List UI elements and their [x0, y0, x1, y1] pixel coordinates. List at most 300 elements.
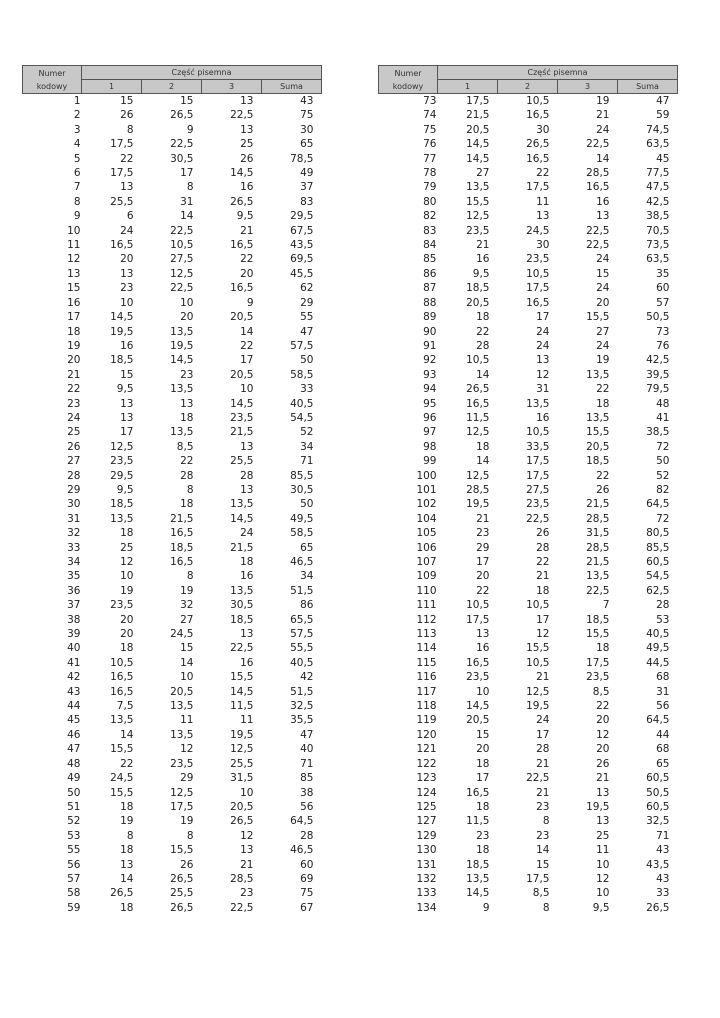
numer-kodowy-cell: 112	[416, 613, 437, 626]
col-1-cell: 13,5	[466, 872, 490, 885]
table-row	[23, 656, 322, 670]
numer-kodowy-cell: 94	[423, 383, 437, 396]
numer-kodowy-cell: 27	[67, 455, 81, 468]
col-2-cell: 19	[180, 584, 194, 597]
numer-kodowy-cell: 79	[423, 181, 437, 194]
suma-cell: 28	[300, 829, 314, 842]
col-1-cell: 17,5	[110, 138, 134, 151]
col-3-cell: 21,5	[586, 556, 610, 568]
table-row	[379, 699, 678, 713]
col-3-cell: 12	[596, 872, 610, 885]
col-2-cell: 12,5	[526, 685, 550, 698]
col-1-cell: 20,5	[466, 714, 490, 727]
table-row	[379, 137, 678, 151]
col-3-cell: 18	[240, 556, 254, 568]
table-row	[379, 497, 678, 511]
col-1-cell: 13	[120, 397, 134, 410]
col-1-cell: 23,5	[466, 224, 490, 237]
col-1-cell: 21	[476, 512, 490, 525]
numer-kodowy-cell: 104	[416, 512, 437, 525]
table-row	[23, 786, 322, 800]
col-3-cell: 21	[240, 858, 254, 871]
col-1-cell: 15	[120, 368, 134, 381]
col-3-cell: 21,5	[586, 498, 610, 511]
numer-kodowy-cell: 124	[416, 786, 437, 799]
col-2-cell: 24	[536, 339, 550, 352]
col-1-cell: 18	[120, 642, 134, 655]
numer-kodowy-cell: 113	[416, 628, 437, 641]
col-1-cell: 17	[476, 772, 490, 785]
table-row	[23, 843, 322, 857]
col-1-cell: 10,5	[110, 656, 134, 669]
col-2-cell: 17,5	[526, 455, 550, 468]
suma-cell: 86	[300, 599, 314, 612]
table-row	[23, 425, 322, 439]
numer-kodowy-cell: 13	[67, 267, 81, 280]
col-2-cell: 14	[180, 210, 194, 223]
numer-kodowy-cell: 2	[73, 109, 81, 122]
col-1-cell: 10,5	[466, 599, 490, 612]
numer-kodowy-cell: 73	[423, 95, 437, 107]
suma-cell: 54,5	[290, 411, 314, 424]
col-1-cell: 11,5	[466, 411, 490, 424]
col-3-cell: 15,5	[586, 311, 610, 324]
col-3-cell: 21	[240, 224, 254, 237]
table-row	[379, 670, 678, 684]
col-2-cell: 8,5	[176, 440, 194, 453]
table-row	[379, 742, 678, 756]
col-3-cell: 30,5	[230, 599, 254, 612]
table-row	[379, 238, 678, 252]
col-3-cell: 13	[596, 210, 610, 223]
col-3-cell: 20	[596, 743, 610, 756]
suma-cell: 75	[300, 109, 314, 122]
col-2-cell: 22,5	[170, 224, 194, 237]
col-1-cell: 14,5	[110, 311, 134, 324]
numer-label: Numer	[38, 68, 66, 78]
col-3-cell: 27	[596, 325, 610, 338]
numer-kodowy-cell: 37	[67, 599, 81, 612]
suma-cell: 59	[656, 109, 670, 122]
table-row	[23, 180, 322, 194]
numer-kodowy-cell: 45	[67, 714, 81, 727]
col-2-cell: 19	[180, 815, 194, 828]
col-3-cell: 22,5	[586, 239, 610, 252]
suma-cell: 79,5	[646, 383, 670, 396]
col-2-cell: 17	[180, 167, 194, 180]
suma-cell: 72	[656, 512, 670, 525]
col-2-cell: 27	[180, 613, 194, 626]
col-3-cell: 7	[602, 599, 610, 612]
col-2-cell: 27,5	[526, 483, 550, 496]
col-1-cell: 13,5	[110, 512, 134, 525]
col-3-cell: 20	[596, 296, 610, 309]
col-1-cell: 9,5	[472, 267, 490, 280]
table-row	[379, 108, 678, 122]
table-row	[23, 252, 322, 266]
suma-cell: 64,5	[646, 714, 670, 727]
numer-kodowy-cell: 116	[416, 671, 437, 684]
col-1-cell: 14,5	[466, 138, 490, 151]
col-3-cell: 22,5	[586, 138, 610, 151]
col-3-cell: 21	[596, 109, 610, 122]
numer-kodowy-cell: 86	[423, 267, 437, 280]
col-3-cell: 24	[596, 282, 610, 295]
col-2-cell: 16	[536, 411, 550, 424]
col-2-cell: 12,5	[170, 786, 194, 799]
numer-kodowy-cell: 87	[423, 282, 437, 295]
suma-cell: 48	[656, 397, 670, 410]
col-3-header: 3	[558, 80, 618, 94]
suma-cell: 64,5	[290, 815, 314, 828]
col-1-cell: 14	[120, 728, 134, 741]
col-1-cell: 22	[120, 152, 134, 165]
suma-cell: 50	[656, 455, 670, 468]
numer-kodowy-cell: 90	[423, 325, 437, 338]
table-row	[23, 713, 322, 727]
suma-cell: 75	[300, 887, 314, 900]
col-2-cell: 13,5	[526, 397, 550, 410]
numer-kodowy-cell: 78	[423, 167, 437, 180]
numer-kodowy-cell: 55	[67, 844, 81, 857]
col-1-cell: 16,5	[466, 656, 490, 669]
table-row	[379, 627, 678, 641]
col-3-cell: 15	[596, 267, 610, 280]
col-1-cell: 13,5	[466, 181, 490, 194]
col-3-cell: 28	[240, 469, 254, 482]
table-row	[379, 843, 678, 857]
table-row	[23, 440, 322, 454]
col-3-cell: 10	[596, 887, 610, 900]
col-1-cell: 16	[120, 339, 134, 352]
suma-cell: 40,5	[646, 628, 670, 641]
table-row	[379, 901, 678, 915]
table-row	[23, 209, 322, 223]
numer-kodowy-cell: 22	[67, 383, 81, 396]
table-row	[23, 224, 322, 238]
col-2-cell: 30	[536, 239, 550, 252]
col-2-cell: 26,5	[170, 109, 194, 122]
numer-kodowy-cell: 18	[67, 325, 81, 338]
numer-kodowy-cell: 93	[423, 368, 437, 381]
col-3-cell: 22,5	[230, 901, 254, 914]
numer-kodowy-cell: 106	[416, 541, 437, 554]
col-2-cell: 21	[536, 570, 550, 583]
col-1-cell: 6	[126, 210, 134, 223]
kodowy-label: kodowy	[392, 81, 424, 91]
suma-cell: 68	[656, 743, 670, 756]
table-row	[379, 454, 678, 468]
col-1-cell: 26,5	[110, 887, 134, 900]
czesc-pisemna-header: Część pisemna	[438, 66, 678, 80]
col-1-cell: 10	[476, 685, 490, 698]
table-row	[23, 281, 322, 295]
suma-cell: 46,5	[290, 556, 314, 568]
table-row	[379, 858, 678, 872]
col-2-cell: 12,5	[170, 267, 194, 280]
col-3-cell: 18	[596, 397, 610, 410]
col-2-cell: 17	[536, 613, 550, 626]
table-row	[379, 555, 678, 569]
suma-cell: 47	[656, 95, 670, 107]
table-row	[23, 814, 322, 828]
col-1-cell: 13	[120, 858, 134, 871]
col-2-cell: 15	[180, 95, 194, 107]
col-2-cell: 14,5	[170, 354, 194, 367]
suma-cell: 85	[300, 772, 314, 785]
col-2-cell: 18	[180, 498, 194, 511]
col-1-cell: 18,5	[110, 354, 134, 367]
col-1-cell: 18	[476, 757, 490, 770]
suma-cell: 63,5	[646, 253, 670, 266]
col-2-cell: 22,5	[526, 512, 550, 525]
col-1-cell: 23	[476, 527, 490, 540]
col-3-cell: 13	[240, 483, 254, 496]
suma-cell: 85,5	[290, 469, 314, 482]
table-row	[23, 137, 322, 151]
col-3-cell: 20	[240, 267, 254, 280]
col-1-cell: 18	[120, 800, 134, 813]
table-row	[23, 757, 322, 771]
suma-cell: 67	[300, 901, 314, 914]
numer-kodowy-cell: 28	[67, 469, 81, 482]
suma-cell: 49,5	[646, 642, 670, 655]
numer-kodowy-cell: 56	[67, 858, 81, 871]
table-row	[379, 728, 678, 742]
numer-kodowy-cell: 96	[423, 411, 437, 424]
col-1-cell: 22	[476, 325, 490, 338]
table-row	[379, 512, 678, 526]
suma-cell: 82	[656, 483, 670, 496]
col-3-cell: 25,5	[230, 757, 254, 770]
numer-kodowy-cell: 20	[67, 354, 81, 367]
col-1-cell: 14,5	[466, 152, 490, 165]
numer-kodowy-cell: 57	[67, 872, 81, 885]
col-1-cell: 14,5	[466, 887, 490, 900]
table-row	[23, 800, 322, 814]
col-3-cell: 16	[240, 656, 254, 669]
col-3-cell: 16	[240, 181, 254, 194]
col-3-cell: 22,5	[586, 224, 610, 237]
col-2-cell: 28	[536, 541, 550, 554]
col-2-cell: 14	[536, 844, 550, 857]
suma-cell: 46,5	[290, 844, 314, 857]
col-2-cell: 8	[186, 829, 194, 842]
col-3-cell: 15,5	[230, 671, 254, 684]
col-2-cell: 10,5	[526, 656, 550, 669]
suma-cell: 56	[300, 800, 314, 813]
col-suma-header: Suma	[262, 80, 322, 94]
col-3-cell: 8,5	[592, 685, 610, 698]
suma-cell: 50,5	[646, 786, 670, 799]
col-1-cell: 11,5	[466, 815, 490, 828]
table-row	[379, 325, 678, 339]
col-1-cell: 10	[120, 570, 134, 583]
col-2-cell: 26	[536, 527, 550, 540]
col-1-cell: 23,5	[466, 671, 490, 684]
col-1-cell: 19	[120, 815, 134, 828]
table-row	[379, 152, 678, 166]
col-2-cell: 12	[180, 743, 194, 756]
col-3-cell: 14,5	[230, 167, 254, 180]
table-row	[23, 584, 322, 598]
suma-cell: 55,5	[290, 642, 314, 655]
col-1-cell: 16,5	[110, 685, 134, 698]
suma-cell: 26,5	[646, 901, 670, 914]
table-row	[23, 497, 322, 511]
numer-kodowy-cell: 1	[73, 95, 81, 107]
col-2-cell: 15	[180, 642, 194, 655]
col-3-cell: 13	[596, 815, 610, 828]
suma-cell: 57	[656, 296, 670, 309]
col-1-cell: 29,5	[110, 469, 134, 482]
col-1-cell: 18,5	[110, 498, 134, 511]
col-3-cell: 18,5	[586, 613, 610, 626]
col-1-cell: 17,5	[110, 167, 134, 180]
table-row	[379, 469, 678, 483]
numer-kodowy-cell: 115	[416, 656, 437, 669]
numer-kodowy-cell: 16	[67, 296, 81, 309]
col-3-cell: 13,5	[230, 584, 254, 597]
table-row	[379, 613, 678, 627]
table-row	[379, 598, 678, 612]
table-row	[379, 180, 678, 194]
table-row	[379, 94, 678, 109]
numer-kodowy-cell: 123	[416, 772, 437, 785]
col-2-cell: 8,5	[532, 887, 550, 900]
col-2-cell: 22,5	[170, 138, 194, 151]
numer-kodowy-cell: 31	[67, 512, 81, 525]
col-2-cell: 26,5	[170, 872, 194, 885]
suma-cell: 73	[656, 325, 670, 338]
numer-kodowy-cell: 12	[67, 253, 81, 266]
table-row	[23, 339, 322, 353]
numer-kodowy-header	[23, 66, 82, 94]
numer-kodowy-cell: 40	[67, 642, 81, 655]
table-row	[379, 411, 678, 425]
numer-kodowy-cell: 130	[416, 844, 437, 857]
col-3-cell: 11	[596, 844, 610, 857]
col-2-cell: 22,5	[170, 282, 194, 295]
table-row	[23, 108, 322, 122]
table-row	[23, 742, 322, 756]
col-2-cell: 23	[536, 829, 550, 842]
col-3-cell: 24	[596, 123, 610, 136]
col-1-cell: 17,5	[466, 613, 490, 626]
suma-cell: 29,5	[290, 210, 314, 223]
table-row	[379, 886, 678, 900]
col-2-cell: 24	[536, 714, 550, 727]
col-3-cell: 23,5	[230, 411, 254, 424]
col-1-cell: 18,5	[466, 282, 490, 295]
col-1-cell: 15	[120, 95, 134, 107]
table-row	[23, 94, 322, 109]
numer-kodowy-cell: 83	[423, 224, 437, 237]
col-1-cell: 9	[482, 901, 490, 914]
col-2-cell: 8	[186, 181, 194, 194]
table-row	[23, 670, 322, 684]
suma-cell: 38,5	[646, 426, 670, 439]
numer-kodowy-cell: 51	[67, 800, 81, 813]
numer-kodowy-cell: 58	[67, 887, 81, 900]
suma-cell: 60	[300, 858, 314, 871]
table-row	[23, 267, 322, 281]
suma-cell: 47	[300, 325, 314, 338]
suma-cell: 45	[656, 152, 670, 165]
col-3-cell: 26	[596, 757, 610, 770]
table-row	[23, 454, 322, 468]
col-2-cell: 8	[542, 901, 550, 914]
suma-cell: 54,5	[646, 570, 670, 583]
numer-kodowy-cell: 76	[423, 138, 437, 151]
table-row	[379, 195, 678, 209]
numer-kodowy-cell: 15	[67, 282, 81, 295]
table-row	[379, 800, 678, 814]
col-2-cell: 13,5	[170, 325, 194, 338]
table-body	[379, 94, 678, 916]
suma-cell: 77,5	[646, 167, 670, 180]
suma-cell: 47,5	[646, 181, 670, 194]
suma-cell: 60,5	[646, 772, 670, 785]
numer-kodowy-cell: 24	[67, 411, 81, 424]
table-row	[379, 541, 678, 555]
numer-kodowy-cell: 120	[416, 728, 437, 741]
numer-kodowy-cell: 132	[416, 872, 437, 885]
col-3-cell: 14	[240, 325, 254, 338]
col-2-cell: 10,5	[526, 426, 550, 439]
col-3-cell: 18,5	[586, 455, 610, 468]
col-1-cell: 14	[476, 455, 490, 468]
col-1-cell: 10,5	[466, 354, 490, 367]
col-1-cell: 18	[476, 311, 490, 324]
suma-cell: 78,5	[290, 152, 314, 165]
suma-cell: 51,5	[290, 584, 314, 597]
col-1-cell: 13,5	[110, 714, 134, 727]
table-row	[379, 368, 678, 382]
col-1-cell: 9,5	[116, 383, 134, 396]
suma-cell: 45,5	[290, 267, 314, 280]
numer-kodowy-cell: 33	[67, 541, 81, 554]
col-2-cell: 8	[186, 570, 194, 583]
col-2-cell: 27,5	[170, 253, 194, 266]
suma-cell: 37	[300, 181, 314, 194]
suma-cell: 31	[656, 685, 670, 698]
suma-cell: 28	[656, 599, 670, 612]
numer-kodowy-cell: 102	[416, 498, 437, 511]
suma-cell: 40,5	[290, 656, 314, 669]
suma-cell: 32,5	[646, 815, 670, 828]
col-3-cell: 25	[240, 138, 254, 151]
table-row	[379, 123, 678, 137]
col-3-cell: 11	[240, 714, 254, 727]
numer-kodowy-cell: 36	[67, 584, 81, 597]
numer-kodowy-cell: 82	[423, 210, 437, 223]
col-3-cell: 22,5	[230, 109, 254, 122]
suma-cell: 70,5	[646, 224, 670, 237]
suma-cell: 73,5	[646, 239, 670, 252]
suma-cell: 40,5	[290, 397, 314, 410]
col-3-cell: 13,5	[230, 498, 254, 511]
col-2-cell: 11	[180, 714, 194, 727]
suma-cell: 60	[656, 282, 670, 295]
col-3-cell: 13	[240, 95, 254, 107]
col-3-cell: 23,5	[586, 671, 610, 684]
suma-cell: 35,5	[290, 714, 314, 727]
col-3-cell: 22	[596, 469, 610, 482]
col-1-cell: 24,5	[110, 772, 134, 785]
col-2-cell: 17,5	[526, 469, 550, 482]
col-1-cell: 29	[476, 541, 490, 554]
